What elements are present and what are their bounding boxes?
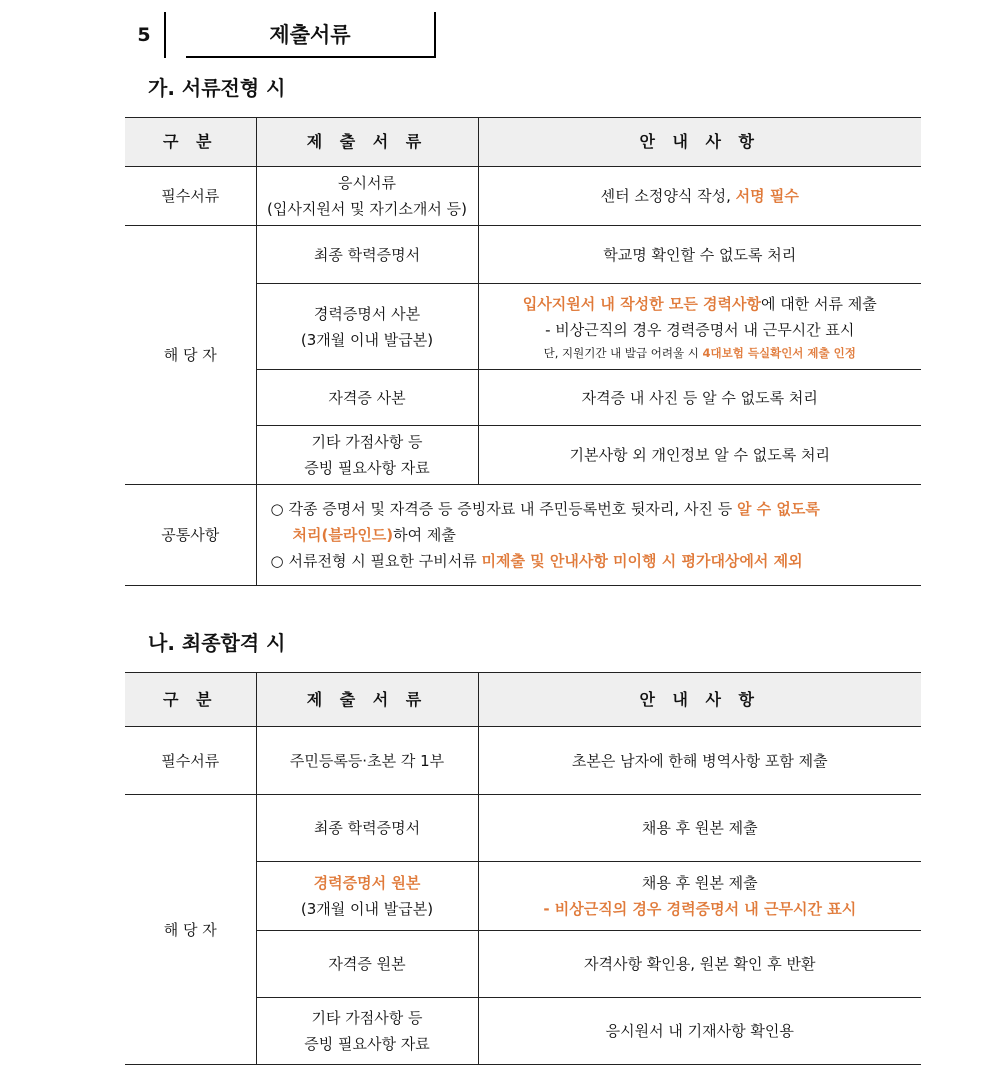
col-documents: 제 출 서 류 — [256, 118, 478, 167]
doc-cell: 주민등록등·초본 각 1부 — [256, 727, 478, 795]
doc-cell: 기타 가점사항 등 증빙 필요사항 자료 — [256, 426, 478, 485]
doc-cell: 최종 학력증명서 — [256, 795, 478, 862]
note-cell: 채용 후 원본 제출 — [478, 795, 921, 862]
doc-cell: 자격증 사본 — [256, 370, 478, 426]
table-row — [125, 226, 921, 284]
doc-cell: 경력증명서 사본 (3개월 이내 발급본) — [256, 284, 478, 370]
note-cell: 센터 소정양식 작성, 서명 필수 — [478, 167, 921, 226]
note-cell: 입사지원서 내 작성한 모든 경력사항에 대한 서류 제출 - 비상근직의 경우 경력증명서 내 근무시간 표시 단, 지원기간 내 발급 어려울 시 4대보험 득실확인서 제출 인정 — [478, 284, 921, 370]
col-guidance: 안 내 사 항 — [478, 118, 921, 167]
subsection-a-title: 가. 서류전형 시 — [148, 76, 286, 100]
col-guidance: 안 내 사 항 — [478, 673, 921, 727]
category-cell: 해 당 자 — [125, 226, 256, 485]
table-header-row — [125, 118, 921, 167]
note-cell: 학교명 확인할 수 없도록 처리 — [478, 226, 921, 284]
section-number: 5 — [124, 12, 166, 58]
col-category: 구 분 — [125, 673, 256, 727]
document-table-b — [125, 672, 921, 1065]
category-cell: 해 당 자 — [125, 795, 256, 1065]
note-cell: 기본사항 외 개인정보 알 수 없도록 처리 — [478, 426, 921, 485]
table-row — [125, 485, 921, 586]
doc-cell: 기타 가점사항 등 증빙 필요사항 자료 — [256, 998, 478, 1065]
table-row — [125, 795, 921, 862]
doc-cell: 자격증 원본 — [256, 931, 478, 998]
category-cell: 필수서류 — [125, 727, 256, 795]
table-row — [125, 167, 921, 226]
doc-cell: 경력증명서 원본 (3개월 이내 발급본) — [256, 862, 478, 931]
document-table-a — [125, 117, 921, 586]
common-notes-cell: ○ 각종 증명서 및 자격증 등 증빙자료 내 주민등록번호 뒷자리, 사진 등 알 수 없도록 처리(블라인드)하여 제출 ○ 서류전형 시 필요한 구비서류 미제출 및 안내사항 미이행 시 평가대상에서 제외 — [256, 485, 921, 586]
note-cell: 응시원서 내 기재사항 확인용 — [478, 998, 921, 1065]
note-cell: 초본은 남자에 한해 병역사항 포함 제출 — [478, 727, 921, 795]
table-row — [125, 727, 921, 795]
note-cell: 채용 후 원본 제출 - 비상근직의 경우 경력증명서 내 근무시간 표시 — [478, 862, 921, 931]
subsection-b-title: 나. 최종합격 시 — [148, 631, 286, 655]
col-documents: 제 출 서 류 — [256, 673, 478, 727]
category-cell: 공통사항 — [125, 485, 256, 586]
section-title: 제출서류 — [186, 12, 436, 58]
doc-cell: 최종 학력증명서 — [256, 226, 478, 284]
table-header-row — [125, 673, 921, 727]
col-category: 구 분 — [125, 118, 256, 167]
note-cell: 자격증 내 사진 등 알 수 없도록 처리 — [478, 370, 921, 426]
category-cell: 필수서류 — [125, 167, 256, 226]
note-cell: 자격사항 확인용, 원본 확인 후 반환 — [478, 931, 921, 998]
doc-cell: 응시서류 (입사지원서 및 자기소개서 등) — [256, 167, 478, 226]
